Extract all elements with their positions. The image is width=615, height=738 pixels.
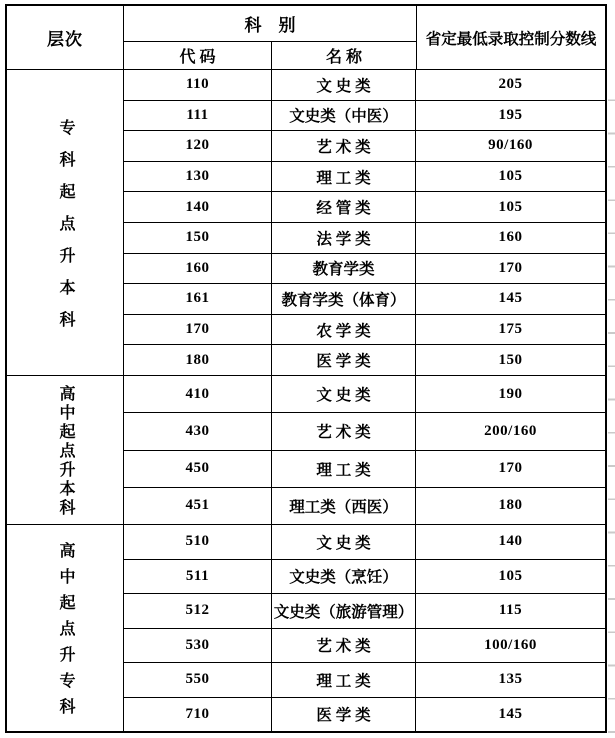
header-level: 层次 bbox=[7, 6, 124, 69]
code-cell: 530 bbox=[124, 629, 272, 663]
table-row bbox=[124, 594, 605, 629]
table-row bbox=[124, 315, 605, 346]
code-cell: 150 bbox=[124, 223, 272, 253]
name-cell: 文史类（中医） bbox=[272, 101, 416, 131]
level-cell bbox=[7, 376, 124, 524]
name-cell: 文史类（旅游管理） bbox=[272, 594, 416, 628]
code-cell: 510 bbox=[124, 525, 272, 559]
table-row bbox=[124, 162, 605, 193]
table-row bbox=[124, 698, 605, 732]
score-cell: 180 bbox=[498, 497, 523, 514]
table-row bbox=[124, 284, 605, 315]
table-row bbox=[124, 131, 605, 162]
code-cell: 430 bbox=[124, 413, 272, 449]
name-cell: 理工类（西医） bbox=[272, 488, 416, 524]
header-name: 名 称 bbox=[325, 49, 362, 66]
score-cell: 145 bbox=[498, 290, 523, 307]
table-row bbox=[124, 70, 605, 101]
name-cell: 理 工 类 bbox=[272, 451, 416, 487]
score-cell: 160 bbox=[498, 229, 523, 246]
name-cell: 医 学 类 bbox=[272, 345, 416, 375]
score-line-table bbox=[5, 4, 607, 733]
score-cell: 135 bbox=[498, 671, 523, 688]
name-cell: 农 学 类 bbox=[272, 315, 416, 345]
name-cell: 文 史 类 bbox=[272, 70, 416, 100]
name-cell: 教育学类 bbox=[272, 254, 416, 284]
name-cell: 艺 术 类 bbox=[272, 131, 416, 161]
code-cell: 110 bbox=[124, 70, 272, 100]
table-row bbox=[124, 101, 605, 132]
score-cell: 100/160 bbox=[484, 636, 537, 653]
name-cell: 文史类（烹饪） bbox=[272, 560, 416, 594]
header-subject-group bbox=[124, 6, 417, 69]
name-cell: 艺 术 类 bbox=[272, 413, 416, 449]
spreadsheet-guide-marks bbox=[608, 68, 615, 733]
score-cell: 115 bbox=[498, 602, 523, 619]
section-gaoqiben bbox=[7, 376, 605, 525]
score-cell: 145 bbox=[498, 705, 523, 722]
score-cell: 175 bbox=[498, 321, 523, 338]
name-cell: 法 学 类 bbox=[272, 223, 416, 253]
score-cell: 90/160 bbox=[488, 137, 533, 154]
level-label: 高中起点升专科 bbox=[57, 542, 74, 724]
level-cell bbox=[7, 525, 124, 731]
header-subject-label: 科 别 bbox=[124, 6, 416, 42]
table-row bbox=[124, 488, 605, 524]
code-cell: 550 bbox=[124, 663, 272, 697]
header-code: 代 码 bbox=[124, 42, 272, 69]
name-cell: 艺 术 类 bbox=[272, 629, 416, 663]
table-row bbox=[124, 629, 605, 664]
score-cell: 150 bbox=[498, 351, 523, 368]
score-cell: 200/160 bbox=[484, 422, 537, 439]
name-cell: 经 管 类 bbox=[272, 192, 416, 222]
code-cell: 140 bbox=[124, 192, 272, 222]
code-cell: 410 bbox=[124, 376, 272, 412]
code-cell: 511 bbox=[124, 560, 272, 594]
header-score-line: 省定最低录取控制分数线 bbox=[425, 30, 597, 48]
section-gaoqizhuan bbox=[7, 525, 605, 731]
table-row bbox=[124, 192, 605, 223]
code-cell: 111 bbox=[124, 101, 272, 131]
table-row bbox=[124, 345, 605, 375]
score-cell: 105 bbox=[498, 168, 523, 185]
score-cell: 205 bbox=[498, 76, 523, 93]
score-cell: 140 bbox=[498, 533, 523, 550]
code-cell: 170 bbox=[124, 315, 272, 345]
name-cell: 教育学类（体育） bbox=[272, 284, 416, 314]
table-row bbox=[124, 525, 605, 560]
table-row bbox=[124, 254, 605, 285]
table-body bbox=[7, 70, 605, 731]
section-rows bbox=[124, 376, 605, 524]
code-cell: 161 bbox=[124, 284, 272, 314]
level-label: 高中起点升本科 bbox=[57, 385, 74, 518]
code-cell: 512 bbox=[124, 594, 272, 628]
table-row bbox=[124, 413, 605, 450]
level-label: 专科起点升本科 bbox=[57, 118, 74, 343]
code-cell: 120 bbox=[124, 131, 272, 161]
table-row bbox=[124, 560, 605, 595]
name-cell: 文 史 类 bbox=[272, 376, 416, 412]
section-rows bbox=[124, 525, 605, 731]
score-cell: 105 bbox=[498, 567, 523, 584]
name-cell: 文 史 类 bbox=[272, 525, 416, 559]
score-cell: 170 bbox=[498, 259, 523, 276]
code-cell: 180 bbox=[124, 345, 272, 375]
level-cell bbox=[7, 70, 124, 375]
code-cell: 160 bbox=[124, 254, 272, 284]
name-cell: 理 工 类 bbox=[272, 663, 416, 697]
header-subject-subrow bbox=[124, 42, 416, 69]
score-cell: 190 bbox=[498, 385, 523, 402]
code-cell: 710 bbox=[124, 698, 272, 732]
table-header bbox=[7, 6, 605, 70]
code-cell: 130 bbox=[124, 162, 272, 192]
section-zhuanshengben bbox=[7, 70, 605, 376]
name-cell: 理 工 类 bbox=[272, 162, 416, 192]
table-row bbox=[124, 376, 605, 413]
code-cell: 450 bbox=[124, 451, 272, 487]
score-cell: 170 bbox=[498, 460, 523, 477]
table-row bbox=[124, 663, 605, 698]
name-cell: 医 学 类 bbox=[272, 698, 416, 732]
code-cell: 451 bbox=[124, 488, 272, 524]
score-cell: 105 bbox=[498, 198, 523, 215]
table-row bbox=[124, 451, 605, 488]
section-rows bbox=[124, 70, 605, 375]
table-row bbox=[124, 223, 605, 254]
score-cell: 195 bbox=[498, 106, 523, 123]
